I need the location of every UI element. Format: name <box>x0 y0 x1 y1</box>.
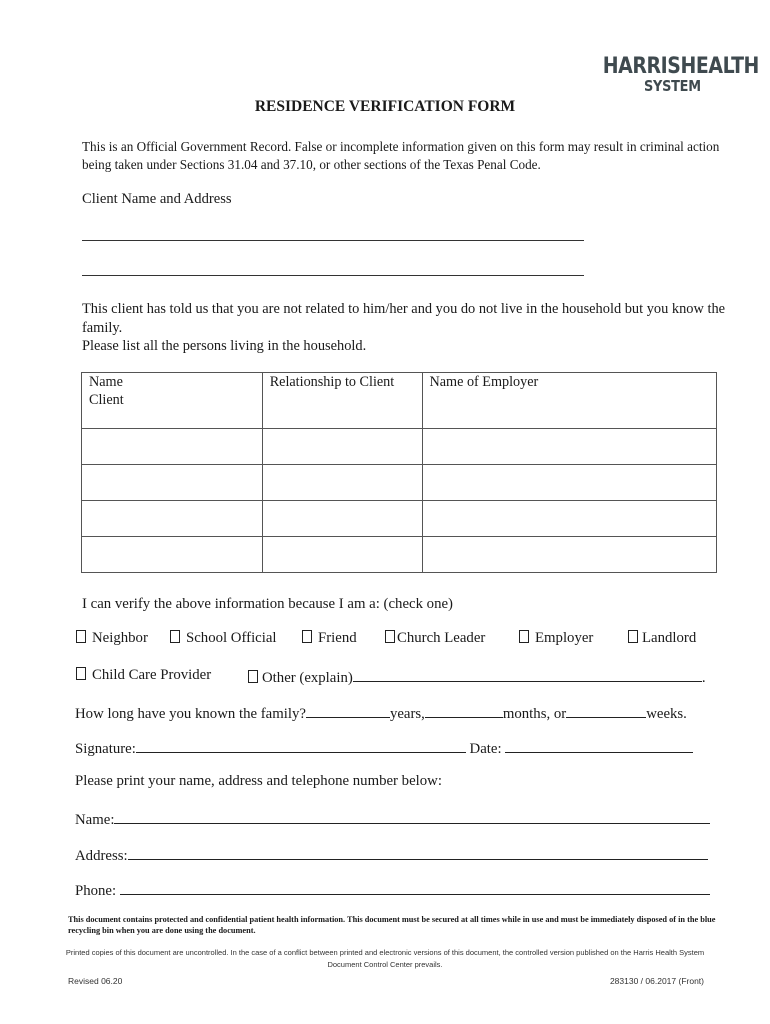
other-explain-line[interactable] <box>353 667 702 682</box>
harris-health-logo <box>584 54 759 95</box>
weeks-label: weeks. <box>646 706 687 722</box>
uncontrolled-line2: Document Control Center prevails. <box>327 960 443 969</box>
legal-notice: This is an Official Government Record. False or incomplete information given on this form may result in criminal action being taken under Sections 31.04 and 37.10, or other sections of the Texas Penal Code. <box>82 139 720 172</box>
checkbox-friend[interactable] <box>302 630 312 643</box>
header-name: Name <box>82 373 263 392</box>
phone-row <box>75 880 710 900</box>
household-instructions-line1: This client has told us that you are not related to him/her and you do not live in the household but you know the family. <box>82 301 726 336</box>
name-field[interactable] <box>114 809 710 824</box>
table-row <box>82 501 717 537</box>
option-neighbor-label: Neighbor <box>92 630 148 646</box>
years-label: years, <box>389 706 425 722</box>
name-cell[interactable] <box>82 465 263 501</box>
uncontrolled-notice <box>0 947 770 971</box>
option-school-official-label: School Official <box>186 630 277 646</box>
verify-prompt: I can verify the above information because I am a: (check one) <box>82 596 453 612</box>
option-child-care-provider[interactable] <box>76 667 211 684</box>
name-label: Name: <box>75 812 115 828</box>
signature-label: Signature: <box>75 741 136 757</box>
revised-date: Revised 06.20 <box>68 976 123 986</box>
months-label: months, or <box>502 706 567 722</box>
logo-line2: SYSTEM <box>643 77 701 95</box>
date-field[interactable] <box>505 738 693 753</box>
signature-field[interactable] <box>136 738 466 753</box>
employer-cell[interactable] <box>422 501 716 537</box>
client-employer-cell[interactable] <box>422 391 716 429</box>
name-cell[interactable] <box>82 429 263 465</box>
option-school-official[interactable] <box>170 630 277 647</box>
option-church-leader[interactable] <box>385 630 485 647</box>
table-row <box>82 429 717 465</box>
table-row <box>82 391 717 429</box>
relationship-cell[interactable] <box>262 501 422 537</box>
household-instructions <box>82 300 732 356</box>
checkbox-neighbor[interactable] <box>76 630 86 643</box>
option-other[interactable]: Other (explain) . <box>248 667 706 687</box>
checkbox-other[interactable] <box>248 670 258 683</box>
address-label: Address: <box>75 848 128 864</box>
relationship-cell[interactable] <box>262 465 422 501</box>
client-name-address-label: Client Name and Address <box>82 191 232 207</box>
client-name-cell: Client <box>82 391 263 429</box>
document-number: 283130 / 06.2017 (Front) <box>609 976 704 986</box>
option-church-leader-label: Church Leader <box>397 630 486 646</box>
date-label: Date: <box>469 741 502 757</box>
employer-cell[interactable] <box>422 429 716 465</box>
months-field[interactable] <box>425 703 503 718</box>
relationship-cell[interactable] <box>262 537 422 573</box>
option-employer-label: Employer <box>535 630 594 646</box>
option-friend-label: Friend <box>318 630 357 646</box>
logo-line1: HARRISHEALTH <box>602 54 759 79</box>
checkbox-church-leader[interactable] <box>385 630 395 643</box>
option-landlord[interactable] <box>628 630 696 647</box>
option-friend[interactable] <box>302 630 357 647</box>
table-row <box>82 537 717 573</box>
phone-field[interactable] <box>120 880 710 895</box>
table-row <box>82 465 717 501</box>
header-relationship: Relationship to Client <box>262 373 422 392</box>
option-landlord-label: Landlord <box>642 630 697 646</box>
checkbox-school-official[interactable] <box>170 630 180 643</box>
years-field[interactable] <box>306 703 390 718</box>
header-employer: Name of Employer <box>422 373 716 392</box>
name-row <box>75 809 710 829</box>
address-field[interactable] <box>128 845 708 860</box>
checkbox-employer[interactable] <box>519 630 529 643</box>
client-address-line-2[interactable] <box>82 275 584 276</box>
checkbox-child-care-provider[interactable] <box>76 667 86 680</box>
duration-prompt: How long have you known the family? <box>75 706 306 722</box>
client-relationship-cell[interactable] <box>262 391 422 429</box>
client-address-line-1[interactable] <box>82 240 584 241</box>
duration-row <box>75 703 687 723</box>
employer-cell[interactable] <box>422 465 716 501</box>
relationship-cell[interactable] <box>262 429 422 465</box>
household-table <box>81 372 717 573</box>
uncontrolled-line1: Printed copies of this document are uncontrolled. In the case of a conflict between printed and electronic versions of this document, the controlled version published on the Harris Health System <box>65 948 705 957</box>
employer-cell[interactable] <box>422 537 716 573</box>
form-title: RESIDENCE VERIFICATION FORM <box>254 98 516 115</box>
address-row <box>75 845 708 865</box>
option-employer[interactable] <box>519 630 593 647</box>
household-instructions-line2: Please list all the persons living in the household. <box>82 338 367 354</box>
print-prompt: Please print your name, address and telephone number below: <box>75 773 442 789</box>
phone-label: Phone: <box>75 883 117 899</box>
name-cell[interactable] <box>82 501 263 537</box>
checkbox-landlord[interactable] <box>628 630 638 643</box>
table-header-row <box>82 373 717 392</box>
weeks-field[interactable] <box>566 703 646 718</box>
option-other-label: Other (explain) <box>262 670 353 686</box>
signature-row <box>75 738 693 758</box>
option-child-care-provider-label: Child Care Provider <box>92 667 212 683</box>
name-cell[interactable] <box>82 537 263 573</box>
option-neighbor[interactable] <box>76 630 148 647</box>
confidential-notice: This document contains protected and confidential patient health information. This document must be secured at all times while in use and must be immediately disposed of in the blue recycling bin when you are done using the document. <box>68 915 716 935</box>
